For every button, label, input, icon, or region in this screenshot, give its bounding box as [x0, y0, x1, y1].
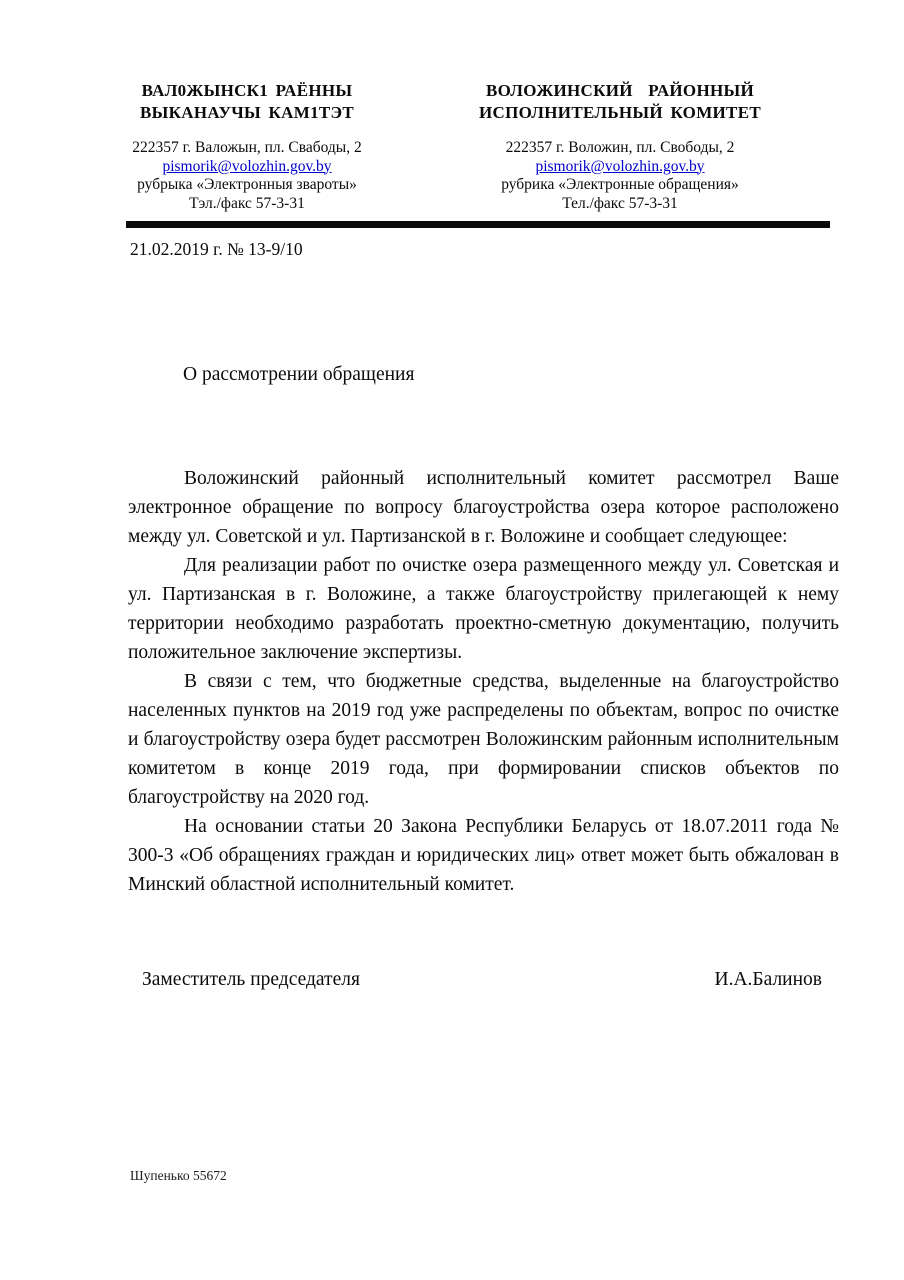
signature-name: И.А.Балинов: [714, 969, 822, 990]
executor-note: Шупенько 55672: [130, 1168, 227, 1183]
rubric-ru: рубрика «Электронные обращения»: [501, 176, 739, 193]
letterhead-belarusian: [68, 80, 426, 213]
body-paragraph-3: В связи с тем, что бюджетные средства, выделенные на благоустройство населенных пунктов на 2019 год уже распределены по объектам, вопрос по очистке и благоустройству озера будет рассмотрен Воложинским районным исполнительным комитетом в конце 2019 года, при формировании списков объектов по благоустройству на 2020 год.: [128, 671, 839, 808]
email-link-by[interactable]: pismorik@volozhin.gov.by: [162, 157, 332, 175]
org-name-by-line1: ВАЛ0ЖЫНСК1 РАЁННЫ: [141, 81, 353, 100]
header-divider-rule: [126, 221, 830, 228]
contact-block-ru: [452, 139, 788, 213]
letter-body: [128, 464, 839, 899]
body-paragraph-4: На основании статьи 20 Закона Республики Беларусь от 18.07.2011 года № 300-3 «Об обращениях граждан и юридических лиц» ответ может быть обжалован в Минский областной исполнительный комитет.: [128, 816, 839, 895]
signature-block: [128, 969, 838, 991]
phone-by: Тэл./факс 57-3-31: [189, 194, 305, 212]
signature-position: Заместитель председателя: [142, 969, 360, 990]
org-name-ru-line2: ИСПОЛНИТЕЛЬНЫЙ КОМИТЕТ: [479, 103, 761, 122]
org-name-ru-line1: ВОЛОЖИНСКИЙ РАЙОННЫЙ: [485, 81, 755, 100]
letterhead-russian: [452, 80, 788, 213]
org-name-by-line2: ВЫКАНАУЧЫ КАМ1ТЭТ: [140, 103, 354, 122]
email-link-ru[interactable]: pismorik@volozhin.gov.by: [535, 157, 705, 175]
subject-line: О рассмотрении обращения: [183, 364, 415, 385]
address-ru: 222357 г. Воложин, пл. Свободы, 2: [505, 139, 735, 156]
address-by: 222357 г. Валожын, пл. Свабоды, 2: [132, 139, 362, 156]
phone-ru: Тел./факс 57-3-31: [562, 194, 678, 212]
date-reference-line: 21.02.2019 г. № 13-9/10: [130, 239, 303, 259]
body-paragraph-1: Воложинский районный исполнительный комитет рассмотрел Ваше электронное обращение по вопросу благоустройства озера которое расположено между ул. Советской и ул. Партизанской в г. Воложине и сообщает следующее:: [128, 468, 839, 547]
body-paragraph-2: Для реализации работ по очистке озера размещенного между ул. Советская и ул. Партизанская в г. Воложине, а также благоустройству прилегающей к нему территории необходимо разработать проектно-сметную документацию, получить положительное заключение экспертизы.: [128, 555, 839, 663]
contact-block-by: [68, 139, 426, 213]
rubric-by: рубрыка «Электронныя звароты»: [137, 176, 357, 193]
